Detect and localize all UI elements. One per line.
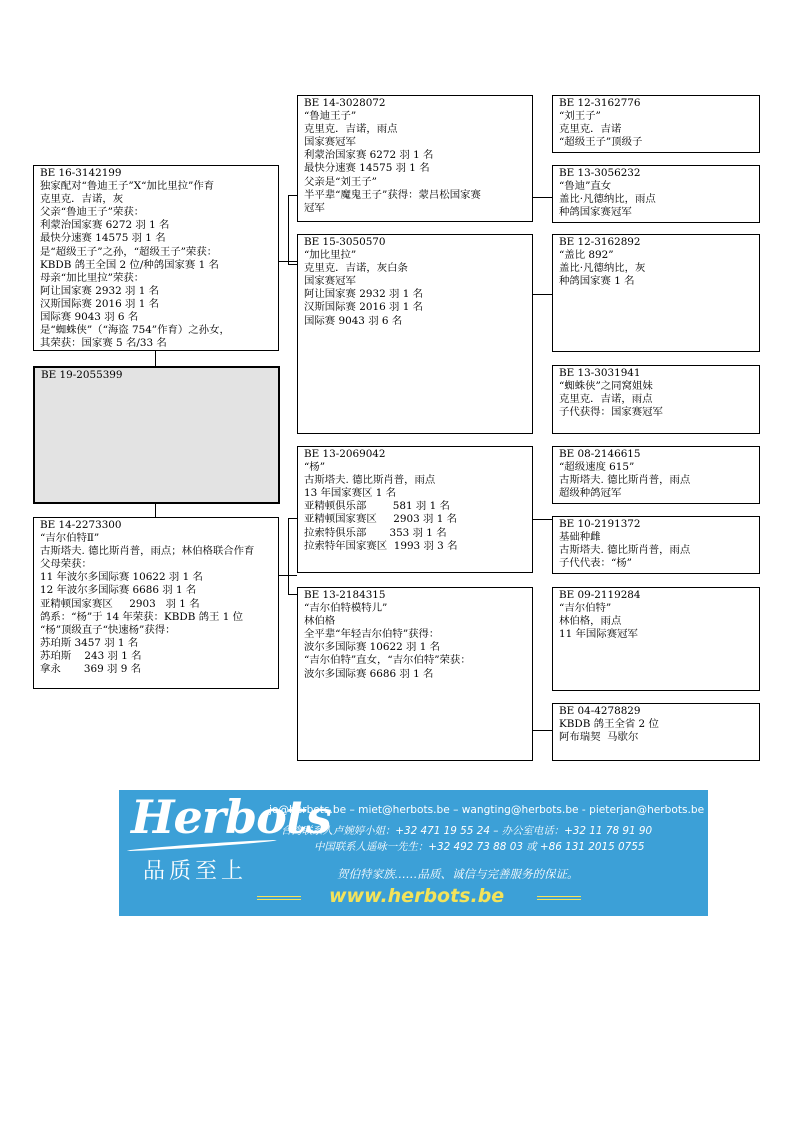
info-line: 利蒙治国家赛 6272 羽 1 名 xyxy=(304,149,434,162)
tagline: 贺伯特家族……品质、诚信与完善服务的保证。 xyxy=(337,867,579,881)
info-line: 基础种雌 xyxy=(559,531,601,544)
info-line: 父亲是“刘王子” xyxy=(304,175,377,188)
dam-dam-card xyxy=(297,587,533,761)
info-line: 11 年波尔多国际赛 10622 羽 1 名 xyxy=(40,571,203,584)
info-line: 古斯塔夫. 德比斯肖普，雨点 xyxy=(559,474,691,487)
info-line: “吉尔伯特模特儿” xyxy=(304,602,388,615)
info-line: 拉索特年国家赛区 1993 羽 3 名 xyxy=(304,539,458,552)
info-line: 母亲“加比里拉”荣获： xyxy=(40,271,145,284)
connector xyxy=(533,294,552,295)
info-line: KBDB 鸽王全省 2 位 xyxy=(559,718,659,731)
info-line: KBDB 鸽王全国 2 位/种鸽国家赛 1 名 xyxy=(40,258,219,271)
sd-sire-card xyxy=(552,234,760,352)
connector xyxy=(288,518,297,519)
info-line: 冠军 xyxy=(304,201,325,214)
ring-number: BE 09-2119284 xyxy=(559,589,641,601)
connector xyxy=(288,518,289,594)
ring-number: BE 08-2146615 xyxy=(559,448,641,460)
info-line: “加比里拉” xyxy=(304,249,357,262)
info-line: 鸽系：“杨”于 14 年荣获：KBDB 鸽王 1 位 xyxy=(40,610,244,623)
info-line: 克里克．吉诺 xyxy=(559,123,622,136)
ring-number: BE 13-3056232 xyxy=(559,167,641,179)
info-line: “蜘蛛侠”之同窝姐妹 xyxy=(559,380,653,393)
info-line: 波尔多国际赛 10622 羽 1 名 xyxy=(304,641,441,654)
info-line: 子代获得：国家赛冠军 xyxy=(559,406,663,419)
sire-dam-card xyxy=(297,234,533,434)
info-line: “超级王子”顶级子 xyxy=(559,136,643,149)
ds-dam-card xyxy=(552,516,760,574)
decor-line xyxy=(537,896,581,900)
ring-number: BE 16-3142199 xyxy=(40,167,122,179)
connector xyxy=(533,730,552,731)
slogan: 品质至上 xyxy=(143,859,248,884)
info-line: “吉尔伯特Ⅱ” xyxy=(40,532,100,545)
connector xyxy=(533,519,552,520)
dam-card xyxy=(33,517,279,689)
ring-number: BE 10-2191372 xyxy=(559,518,641,530)
ss-sire-card xyxy=(552,95,760,153)
info-line: 子代代表：“杨” xyxy=(559,557,632,570)
info-line: 古斯塔夫. 德比斯肖普，雨点 xyxy=(304,474,436,487)
info-line: 独家配对“鲁迪王子”X“加比里拉”作育 xyxy=(40,180,215,193)
info-line: 盖比·凡德纳比，雨点 xyxy=(559,193,656,206)
info-line: 超级种鸽冠军 xyxy=(559,487,622,500)
info-line: “鲁迪”直女 xyxy=(559,180,612,193)
info-line: 全平辈“年轻吉尔伯特”获得： xyxy=(304,628,440,641)
info-line: 盖比·凡德纳比，灰 xyxy=(559,262,646,275)
info-line: 阿让国家赛 2932 羽 1 名 xyxy=(40,284,159,297)
info-line: 拿永 369 羽 9 名 xyxy=(40,663,142,676)
website-link[interactable]: www.herbots.be xyxy=(329,885,505,907)
info-line: 种鸽国家赛冠军 xyxy=(559,206,632,219)
info-line: 国际赛 9043 羽 6 名 xyxy=(40,311,139,324)
info-line: 国家赛冠军 xyxy=(304,136,356,149)
info-line: 波尔多国际赛 6686 羽 1 名 xyxy=(304,667,434,680)
connector xyxy=(288,195,289,264)
contact-taiwan: 台湾联系人卢婉婷小姐：+32 471 19 55 24 – 办公室电话：+32 11 78 91 90 xyxy=(281,825,653,837)
ring-number: BE 15-3050570 xyxy=(304,236,386,248)
info-line: 父母荣获： xyxy=(40,558,92,571)
info-line: “鲁迪王子” xyxy=(304,110,357,123)
ring-number: BE 14-3028072 xyxy=(304,97,386,109)
info-line: “盖比 892” xyxy=(559,249,614,262)
connector xyxy=(533,197,552,198)
info-line: 古斯塔夫. 德比斯肖普，雨点 xyxy=(559,544,691,557)
ring-number: BE 12-3162892 xyxy=(559,236,641,248)
contact-china: 中国联系人遥咏一先生：+32 492 73 88 03 或 +86 131 2015 0755 xyxy=(314,841,645,853)
info-line: 国家赛冠军 xyxy=(304,275,356,288)
connector xyxy=(288,594,297,595)
info-line: “超级速度 615” xyxy=(559,461,635,474)
info-line: 克里克．吉诺，雨点 xyxy=(559,393,653,406)
connector xyxy=(155,351,156,367)
info-line: 克里克．吉诺，灰 xyxy=(40,193,124,206)
info-line: 利蒙治国家赛 6272 羽 1 名 xyxy=(40,219,170,232)
dam-sire-card xyxy=(297,446,533,573)
connector xyxy=(288,195,297,196)
info-line: 林伯格，雨点 xyxy=(559,615,622,628)
ring-number: BE 19-2055399 xyxy=(41,369,123,381)
connector xyxy=(288,264,297,265)
info-line: 11 年国际赛冠军 xyxy=(559,628,638,641)
info-line: 苏珀斯 3457 羽 1 名 xyxy=(40,636,139,649)
info-line: 半平辈“魔鬼王子”获得：蒙吕松国家赛 xyxy=(304,188,481,201)
ring-number: BE 04-4278829 xyxy=(559,705,641,717)
info-line: 汉斯国际赛 2016 羽 1 名 xyxy=(40,297,159,310)
info-line: 林伯格 xyxy=(304,615,336,628)
info-line: 是“超级王子”之孙，“超级王子”荣获： xyxy=(40,245,218,258)
info-line: 克里克．吉诺，雨点 xyxy=(304,123,398,136)
dd-dam-card xyxy=(552,703,760,761)
sire-card xyxy=(33,165,279,351)
dd-sire-card xyxy=(552,587,760,691)
ring-number: BE 14-2273300 xyxy=(40,519,122,531)
info-line: 种鸽国家赛 1 名 xyxy=(559,275,635,288)
info-line: 亚精顿国家赛区 2903 羽 1 名 xyxy=(304,513,457,526)
sire-sire-card xyxy=(297,95,533,222)
info-line: 13 年国家赛区 1 名 xyxy=(304,487,397,500)
ss-dam-card xyxy=(552,165,760,223)
info-line: 克里克．吉诺，灰白条 xyxy=(304,262,408,275)
herbots-banner xyxy=(119,790,708,916)
info-line: 12 年波尔多国际赛 6686 羽 1 名 xyxy=(40,584,197,597)
info-line: 汉斯国际赛 2016 羽 1 名 xyxy=(304,301,423,314)
sd-dam-card xyxy=(552,365,760,434)
info-line: “杨”顶级直子“快速杨”获得： xyxy=(40,623,176,636)
info-line: 父亲“鲁迪王子”荣获： xyxy=(40,206,145,219)
herbots-logo: Herbots xyxy=(131,790,331,844)
ring-number: BE 13-2184315 xyxy=(304,589,386,601)
connector xyxy=(155,503,156,518)
decor-line xyxy=(257,896,301,900)
info-line: “杨” xyxy=(304,461,326,474)
subject-card xyxy=(33,366,280,504)
info-line: 最快分速赛 14575 羽 1 名 xyxy=(40,232,166,245)
info-line: 最快分速赛 14575 羽 1 名 xyxy=(304,162,430,175)
info-line: 其荣获：国家赛 5 名/33 名 xyxy=(40,337,167,350)
info-line: “吉尔伯特” xyxy=(559,602,612,615)
info-line: 拉索特俱乐部 353 羽 1 名 xyxy=(304,526,447,539)
info-line: 苏珀斯 243 羽 1 名 xyxy=(40,649,142,662)
info-line: 亚精顿俱乐部 581 羽 1 名 xyxy=(304,500,450,513)
info-line: 亚精顿国家赛区 2903 羽 1 名 xyxy=(40,597,200,610)
info-line: “吉尔伯特”直女，“吉尔伯特”荣获： xyxy=(304,654,471,667)
email-list[interactable]: jo@herbots.be – miet@herbots.be – wangting@herbots.be - pieterjan@herbots.be xyxy=(269,804,705,816)
ring-number: BE 12-3162776 xyxy=(559,97,641,109)
info-line: 是“蜘蛛侠”（“海盗 754”作育）之孙女， xyxy=(40,324,230,337)
info-line: 阿让国家赛 2932 羽 1 名 xyxy=(304,288,423,301)
ring-number: BE 13-3031941 xyxy=(559,367,641,379)
info-line: 阿布瑞契 马歇尔 xyxy=(559,731,639,744)
ds-sire-card xyxy=(552,446,760,504)
ring-number: BE 13-2069042 xyxy=(304,448,386,460)
info-line: 古斯塔夫. 德比斯肖普，雨点；林伯格联合作育 xyxy=(40,545,255,558)
info-line: “刘王子” xyxy=(559,110,601,123)
info-line: 国际赛 9043 羽 6 名 xyxy=(304,314,403,327)
